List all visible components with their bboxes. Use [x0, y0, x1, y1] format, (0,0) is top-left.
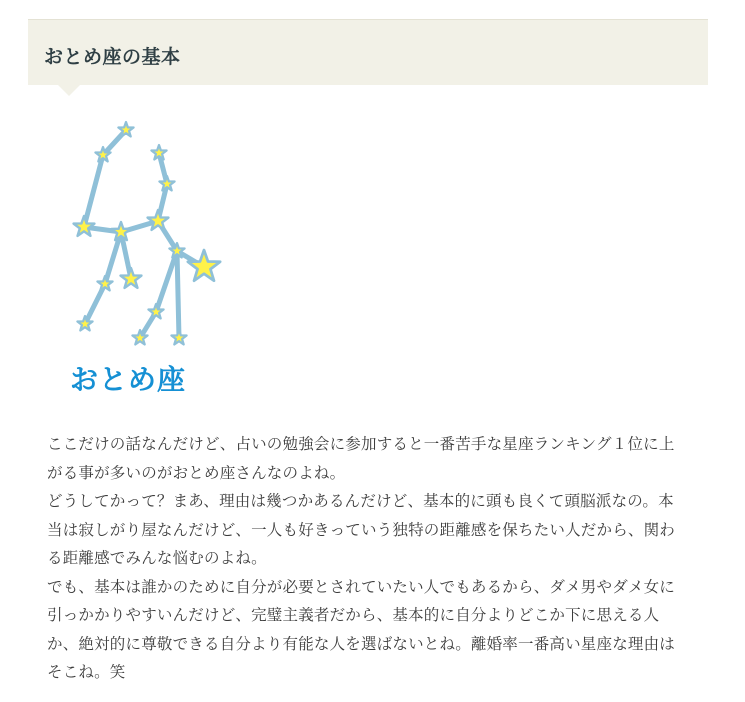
header-notch [58, 85, 80, 96]
constellation-lines [84, 130, 204, 338]
virgo-constellation-icon [60, 108, 240, 358]
section-header [28, 19, 708, 85]
body-line: そこね。笑 [47, 663, 126, 681]
constellation-stars [74, 122, 221, 344]
body-text [47, 430, 697, 687]
body-line: がる事が多いのがおとめ座さんなのよね。 [47, 463, 346, 482]
body-line: 当は寂しがり屋なんだけど、一人も好きっていう独特の距離感を保ちたい人だから、関わ [47, 520, 676, 539]
body-line: か、絶対的に尊敬できる自分より有能な人を選ばないとね。離婚率一番高い星座な理由は [47, 634, 676, 653]
section-title: おとめ座の基本 [44, 46, 181, 68]
body-line: ここだけの話なんだけど、占いの勉強会に参加すると一番苦手な星座ランキング１位に上 [47, 435, 675, 453]
body-line: どうしてかって？まあ、理由は幾つかあるんだけど、基本的に頭も良くて頭脳派なの。本 [47, 492, 674, 510]
constellation-name: おとめ座 [70, 363, 187, 396]
body-line: 引っかかりやすいんだけど、完璧主義者だから、基本的に自分よりどこか下に思える人 [47, 606, 660, 624]
body-line: る距離感でみんな悩むのよね。 [47, 549, 267, 567]
body-line: でも、基本は誰かのために自分が必要とされていたい人でもあるから、ダメ男やダメ女に [47, 577, 676, 596]
